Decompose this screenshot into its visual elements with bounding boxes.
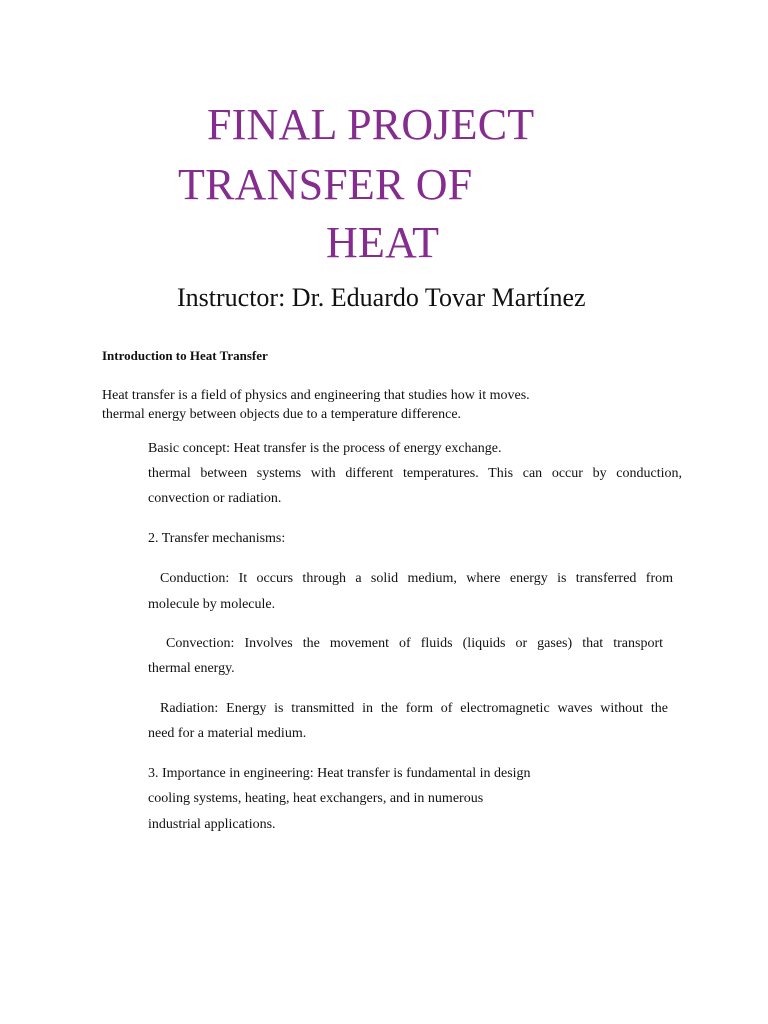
title-line-2: TRANSFER OF (178, 160, 473, 209)
importance-line-1: 3. Importance in engineering: Heat transfer is fundamental in design (148, 766, 531, 781)
convection-line-2: thermal energy. (148, 661, 235, 676)
basic-concept-line-1: Basic concept: Heat transfer is the process of energy exchange. (148, 441, 502, 456)
convection-line-1: Convection: Involves the movement of fluids (liquids or gases) that transport (166, 636, 663, 651)
radiation-line-2: need for a material medium. (148, 726, 307, 741)
conduction-line-2: molecule by molecule. (148, 597, 276, 612)
importance-line-3: industrial applications. (148, 817, 276, 832)
instructor-line: Instructor: Dr. Eduardo Tovar Martínez (177, 283, 586, 312)
intro-line-1: Heat transfer is a field of physics and engineering that studies how it moves. (102, 388, 530, 403)
mechanisms-heading: 2. Transfer mechanisms: (148, 531, 286, 546)
intro-line-2: thermal energy between objects due to a temperature difference. (102, 407, 462, 422)
section-heading: Introduction to Heat Transfer (102, 348, 268, 363)
conduction-line-1: Conduction: It occurs through a solid medium, where energy is transferred from (160, 571, 673, 586)
title-line-3: HEAT (326, 218, 440, 267)
importance-line-2: cooling systems, heating, heat exchangers, and in numerous (148, 791, 484, 806)
radiation-line-1: Radiation: Energy is transmitted in the form of electromagnetic waves without the (160, 701, 668, 716)
title-line-1: FINAL PROJECT (207, 100, 535, 149)
basic-concept-line-2: thermal between systems with different temperatures. This can occur by conduction, (148, 466, 682, 481)
basic-concept-line-3: convection or radiation. (148, 491, 282, 506)
